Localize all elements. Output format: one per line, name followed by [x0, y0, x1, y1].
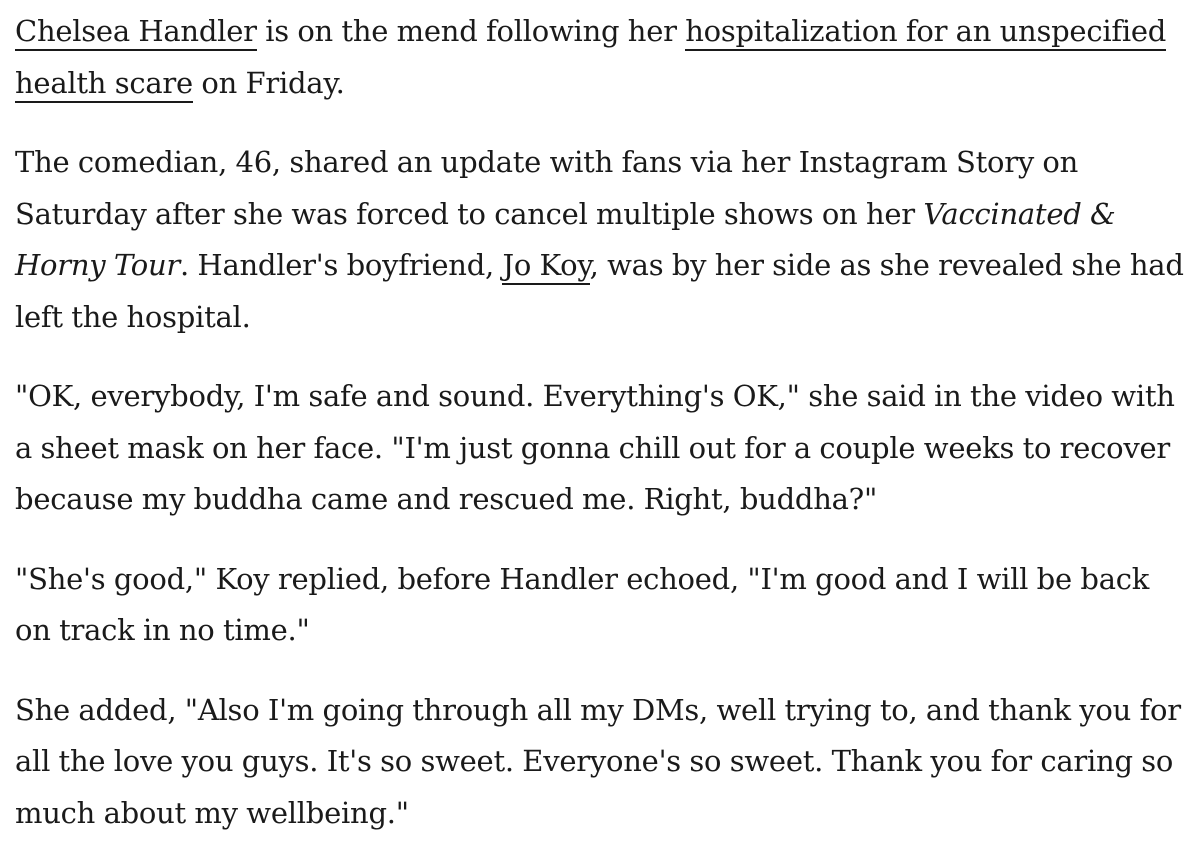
link-hospitalization[interactable]: hospitalization for an unspecified health scare	[15, 14, 1166, 103]
paragraph-4: "She's good," Koy replied, before Handler echoed, "I'm good and I will be back on track in no time."	[15, 561, 1150, 647]
paragraph-2-text-1: The comedian, 46, shared an update with fans via her Instagram Story on Saturday after she was forced to cancel multiple shows on her	[15, 145, 1079, 231]
link-chelsea-handler[interactable]: Chelsea Handler	[15, 14, 257, 51]
paragraph-2	[15, 137, 1185, 343]
paragraph-5: She added, "Also I'm going through all my DMs, well trying to, and thank you for all the love you guys. It's so sweet. Everyone's so sweet. Thank you for caring so much about my wellbeing."	[15, 692, 1181, 830]
paragraph-2-text-2: . Handler's boyfriend,	[179, 248, 503, 282]
paragraph-3: "OK, everybody, I'm safe and sound. Everything's OK," she said in the video with a sheet mask on her face. "I'm just gonna chill out for a couple weeks to recover because my buddha came and rescued me. Right, buddha?"	[15, 379, 1175, 516]
tour-name: Vaccinated & Horny Tour	[15, 196, 1116, 282]
link-jo-koy[interactable]: Jo Koy	[502, 248, 589, 285]
paragraph-2-text-3: , was by her side as she revealed she had left the hospital.	[15, 248, 1184, 334]
paragraph-1-text-2: on Friday.	[192, 65, 345, 100]
paragraph-1	[15, 6, 1185, 109]
paragraph-1-text-1: is on the mend following her	[256, 14, 686, 48]
